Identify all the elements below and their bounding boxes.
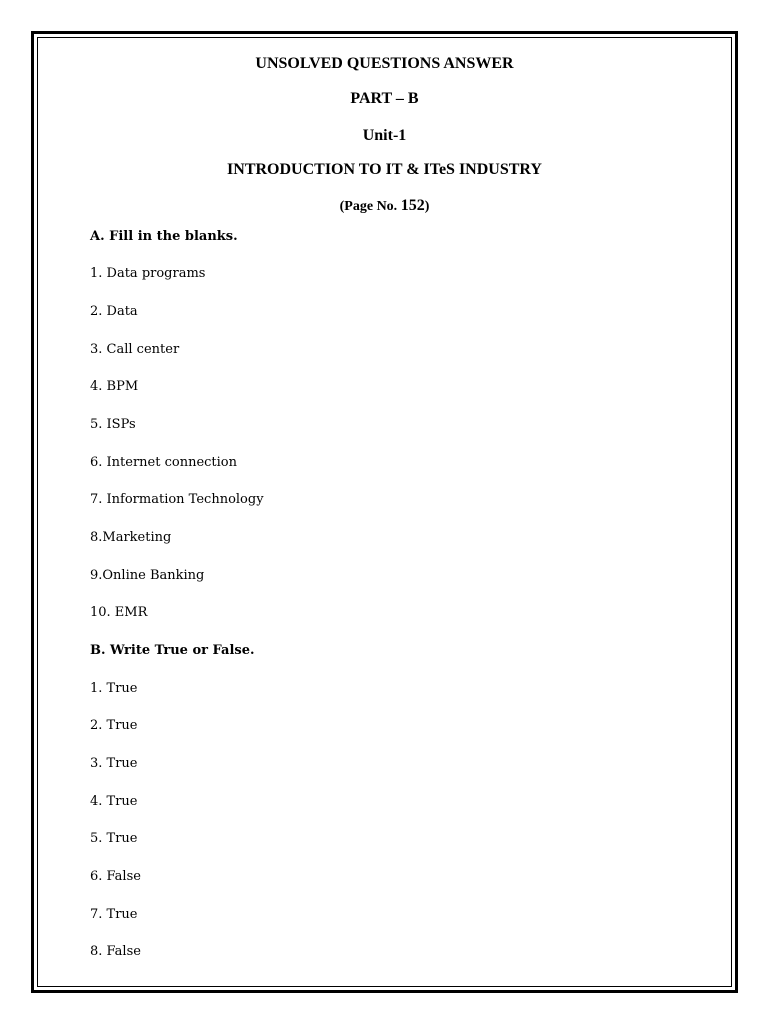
section-a-answer: 10. EMR <box>90 605 148 620</box>
section-a-answer: 4. BPM <box>90 379 139 394</box>
document-title: UNSOLVED QUESTIONS ANSWER <box>255 55 514 72</box>
section-b-answer: 4. True <box>90 794 138 809</box>
section-b-answer: 3. True <box>90 756 138 771</box>
section-a-answer: 8.Marketing <box>90 530 172 545</box>
part-label: PART – B <box>350 90 419 107</box>
section-b-answer: 8. False <box>90 944 141 959</box>
section-a-answer: 1. Data programs <box>90 266 206 281</box>
section-a-answer: 5. ISPs <box>90 417 136 432</box>
page-reference-suffix: ) <box>424 199 430 214</box>
unit-label: Unit-1 <box>362 127 407 144</box>
section-b-answer: 7. True <box>90 907 138 922</box>
section-a-answer: 3. Call center <box>90 342 180 357</box>
unit-title: INTRODUCTION TO IT & ITeS INDUSTRY <box>227 161 542 178</box>
section-a-answer: 6. Internet connection <box>90 455 238 470</box>
section-a-title: A. Fill in the blanks. <box>90 229 238 244</box>
page-reference <box>37 196 732 217</box>
section-a-answer: 7. Information Technology <box>90 492 264 507</box>
section-b-answer: 2. True <box>90 718 138 733</box>
section-b-title: B. Write True or False. <box>90 643 255 658</box>
section-b-answer: 1. True <box>90 681 138 696</box>
page-reference-number: 152 <box>400 197 425 214</box>
section-a-answer: 2. Data <box>90 304 138 319</box>
section-a-answer: 9.Online Banking <box>90 568 205 583</box>
page-reference-prefix: (Page No. <box>339 199 401 214</box>
section-b-answer: 6. False <box>90 869 141 884</box>
section-b-answer: 5. True <box>90 831 138 846</box>
